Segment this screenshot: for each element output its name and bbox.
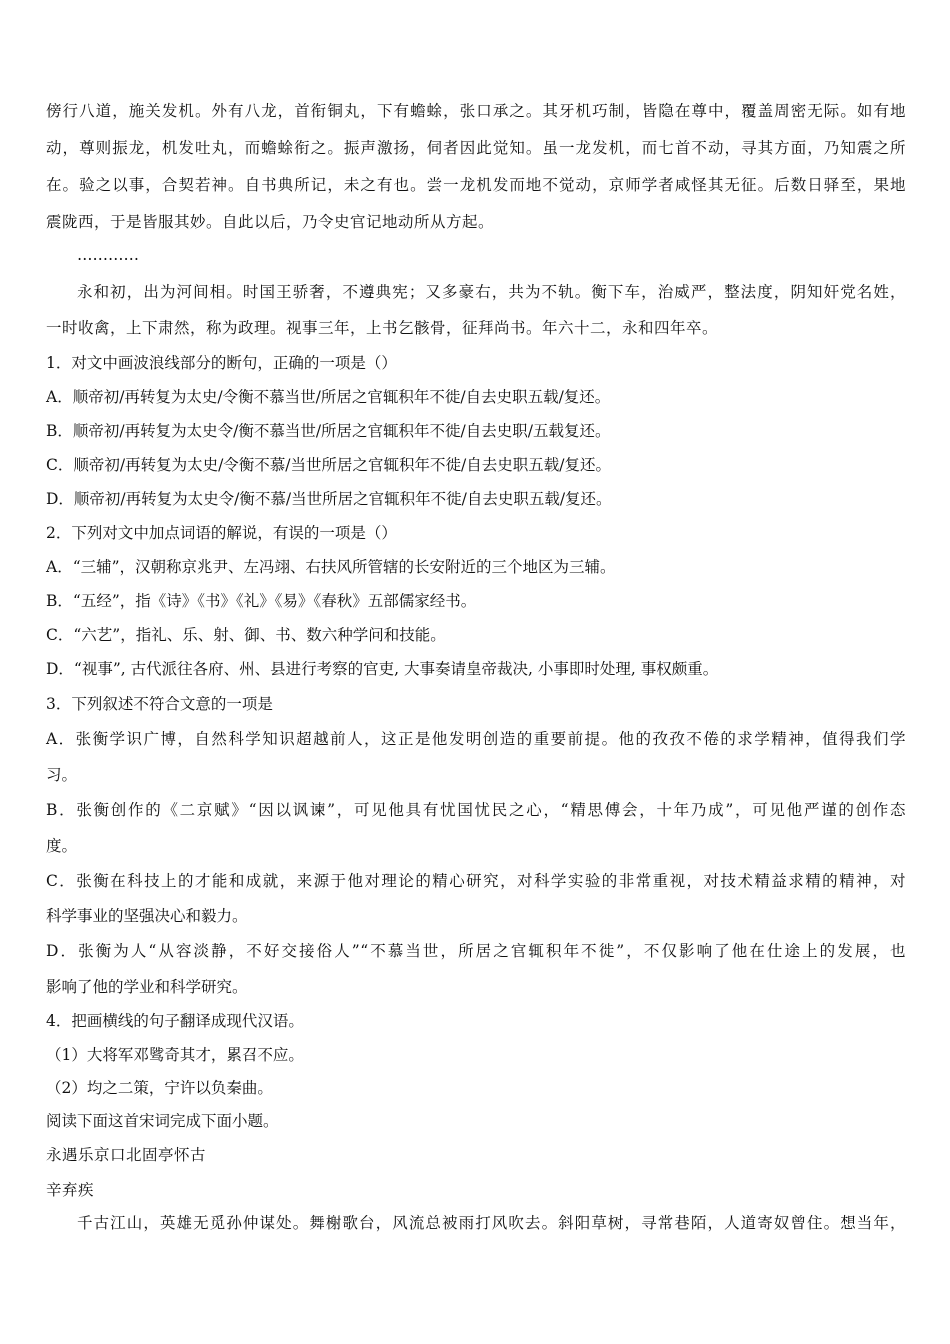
question-4-item-1: （1）大将军邓骘奇其才，累召不应。 <box>46 1046 304 1064</box>
question-3-option-b-cont: 度。 <box>46 837 78 855</box>
question-3-option-d-cont: 影响了他的学业和科学研究。 <box>46 978 248 996</box>
question-3-stem: 3．下列叙述不符合文意的一项是 <box>46 695 273 713</box>
passage-line: 在。验之以事，合契若神。自书典所记，未之有也。尝一龙机发而地不觉动，京师学者咸怪其无征。后数日驿至，果地 <box>46 176 906 194</box>
question-3-option-d: D．张衡为人“从容淡静，不好交接俗人”“不慕当世，所居之官辄积年不徙”，不仅影响了他在仕途上的发展，也 <box>46 942 906 960</box>
question-3-option-b: B．张衡创作的《二京赋》“因以讽谏”，可见他具有忧国忧民之心，“精思傅会，十年乃成”，可见他严谨的创作态 <box>46 801 906 819</box>
question-3-option-c-cont: 科学事业的坚强决心和毅力。 <box>46 907 248 925</box>
question-1-stem: 1．对文中画波浪线部分的断句，正确的一项是（） <box>46 354 397 372</box>
poem-instruction: 阅读下面这首宋词完成下面小题。 <box>46 1112 279 1130</box>
passage-line: 一时收禽，上下肃然，称为政理。视事三年，上书乞骸骨，征拜尚书。年六十二，永和四年卒。 <box>46 319 719 337</box>
question-3-option-c: C．张衡在科技上的才能和成就，来源于他对理论的精心研究，对科学实验的非常重视，对技术精益求精的精神，对 <box>46 872 906 890</box>
question-4-stem: 4．把画横线的句子翻译成现代汉语。 <box>46 1012 304 1030</box>
question-2-stem: 2．下列对文中加点词语的解说，有误的一项是（） <box>46 524 397 542</box>
question-2-option-b: B．“五经”，指《诗》《书》《礼》《易》《春秋》五部儒家经书。 <box>46 592 477 610</box>
poem-title: 永遇乐京口北固亭怀古 <box>46 1146 207 1164</box>
question-4-item-2: （2）均之二策，宁许以负秦曲。 <box>46 1079 273 1097</box>
question-3-option-a: A．张衡学识广博，自然科学知识超越前人，这正是他发明创造的重要前提。他的孜孜不倦的求学精神，值得我们学 <box>46 730 906 748</box>
passage-line: 动，尊则振龙，机发吐丸，而蟾蜍衔之。振声激扬，伺者因此觉知。虽一龙发机，而七首不动，寻其方面，乃知震之所 <box>46 139 906 157</box>
question-2-option-d: D．“视事”, 古代派往各府、州、县进行考察的官吏, 大事奏请皇帝裁决, 小事即时处理, 事权颇重。 <box>46 660 719 678</box>
question-1-option-a: A．顺帝初/再转复为太史/令衡不慕当世/所居之官辄积年不徙/自去史职五载/复还。 <box>46 388 611 406</box>
poem-author: 辛弃疾 <box>46 1181 95 1199</box>
passage-ellipsis: ………… <box>77 246 139 264</box>
question-1-option-d: D．顺帝初/再转复为太史令/衡不慕/当世所居之官辄积年不徙/自去史职五载/复还。 <box>46 490 612 508</box>
passage-line: 傍行八道，施关发机。外有八龙，首衔铜丸，下有蟾蜍，张口承之。其牙机巧制，皆隐在尊中，覆盖周密无际。如有地 <box>46 102 906 120</box>
question-1-option-b: B．顺帝初/再转复为太史令/衡不慕当世/所居之官辄积年不徙/自去史职/五载复还。 <box>46 422 611 440</box>
question-2-option-a: A．“三辅”，汉朝称京兆尹、左冯翊、右扶风所管辖的长安附近的三个地区为三辅。 <box>46 558 616 576</box>
question-1-option-c: C．顺帝初/再转复为太史/令衡不慕/当世所居之官辄积年不徙/自去史职五载/复还。 <box>46 456 611 474</box>
passage-line: 震陇西，于是皆服其妙。自此以后，乃令史官记地动所从方起。 <box>46 213 495 231</box>
question-3-option-a-cont: 习。 <box>46 766 78 784</box>
passage-line: 永和初，出为河间相。时国王骄奢，不遵典宪；又多豪右，共为不轨。衡下车，治威严，整法度，阴知奸党名姓， <box>77 283 906 301</box>
question-2-option-c: C．“六艺”，指礼、乐、射、御、书、数六种学问和技能。 <box>46 626 446 644</box>
poem-line: 千古江山，英雄无觅孙仲谋处。舞榭歌台，风流总被雨打风吹去。斜阳草树，寻常巷陌，人道寄奴曾住。想当年， <box>77 1214 906 1232</box>
